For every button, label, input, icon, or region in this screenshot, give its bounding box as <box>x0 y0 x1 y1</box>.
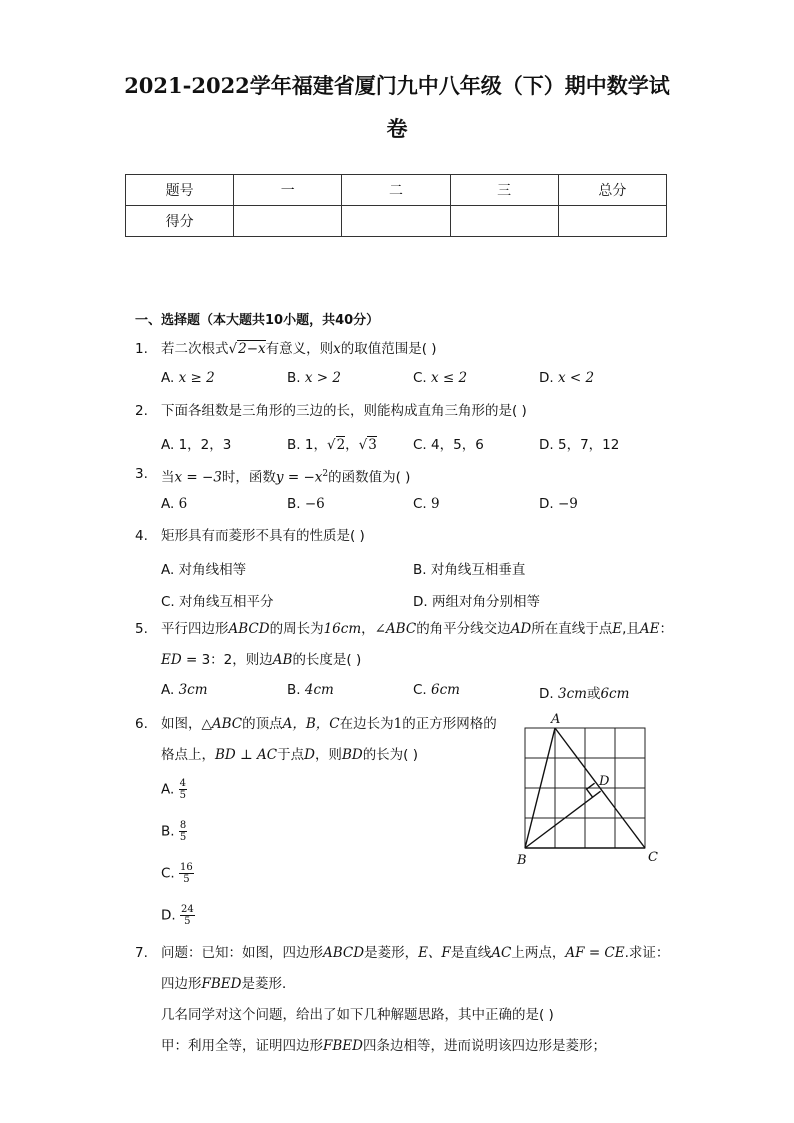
table-row <box>126 206 667 237</box>
question-text-continued <box>161 746 418 764</box>
radicand: 2 <box>336 437 346 453</box>
math-var: AE <box>639 621 660 637</box>
option-c[interactable] <box>413 682 460 698</box>
text-fragment: 是菱形． <box>241 976 296 992</box>
option-value: 1， <box>304 437 327 453</box>
option-a[interactable]: A. 对角线相等 <box>161 562 247 578</box>
option-value: 4cm <box>304 682 334 698</box>
option-d[interactable] <box>539 682 629 702</box>
math-var: D <box>304 747 315 763</box>
table-header-cell: 总分 <box>558 175 666 206</box>
option-label: A. <box>161 781 175 798</box>
math-var: E <box>612 621 623 637</box>
option-label: B. <box>287 370 301 386</box>
page-title: 2021-2022学年福建省厦门九中八年级（下）期中数学试 <box>124 73 670 98</box>
math-var: ABCD <box>228 621 270 637</box>
option-d[interactable] <box>539 496 578 512</box>
text-fragment: 上两点， <box>511 945 566 961</box>
table-cell <box>234 206 342 237</box>
math-var: AD <box>510 621 532 637</box>
option-a[interactable] <box>161 496 187 512</box>
option-a[interactable] <box>161 370 215 386</box>
math-var: E、F <box>418 945 451 961</box>
option-label: C. <box>413 682 427 698</box>
table-cell <box>450 206 558 237</box>
option-value: −6 <box>304 496 325 512</box>
option-value: 3cm <box>557 686 587 702</box>
option-d[interactable] <box>539 433 619 453</box>
label-a: A <box>551 712 561 727</box>
question-text-continued: 几名同学对这个问题，给出了如下几种解题思路，其中正确的是( ) <box>161 1007 554 1023</box>
text-fragment: ： <box>659 621 674 637</box>
text-fragment: 的正方形网格的 <box>402 716 497 732</box>
option-c[interactable]: C. 对角线互相平分 <box>161 594 274 610</box>
text-fragment: 的角平分线交边 <box>416 621 511 637</box>
question-text-continued <box>161 651 361 669</box>
label-c: C <box>648 850 658 865</box>
segment-bd <box>525 791 601 848</box>
option-label: B. <box>287 682 301 698</box>
option-label: A. <box>161 437 175 453</box>
right-angle-mark <box>587 783 595 797</box>
option-b[interactable]: B. 对角线互相垂直 <box>413 562 526 578</box>
denominator: 5 <box>183 874 190 885</box>
option-c[interactable] <box>413 370 467 386</box>
question-number: 4. <box>135 528 148 544</box>
question-number: 2. <box>135 403 148 419</box>
text-fragment: 当 <box>161 469 175 486</box>
question-number: 1. <box>135 341 148 357</box>
math-var: 1 <box>393 716 403 732</box>
text-fragment: 有意义，则 <box>265 341 334 357</box>
fraction <box>179 778 187 801</box>
text-fragment: 的周长为 <box>269 621 324 637</box>
text-fragment: 时，函数 <box>221 469 276 486</box>
text-fragment: 的顶点 <box>242 716 283 732</box>
question-text <box>161 620 673 638</box>
math-var: 16cm <box>323 621 362 637</box>
text-fragment: ，则 <box>314 747 342 763</box>
math-var: x <box>333 341 341 357</box>
question-number: 5. <box>135 621 148 637</box>
option-c[interactable] <box>413 496 440 512</box>
math-var: AB <box>272 652 293 668</box>
label-d: D <box>599 774 610 789</box>
fraction <box>179 820 187 843</box>
option-value: 6cm <box>431 682 460 698</box>
option-d[interactable] <box>539 370 594 386</box>
table-row <box>126 175 667 206</box>
text-fragment: ， <box>361 621 375 637</box>
math-var: FBED <box>323 1038 363 1054</box>
text-fragment: 格点上， <box>161 747 215 763</box>
question-text <box>161 465 410 487</box>
radicand: 3 <box>368 437 377 453</box>
option-label: D. <box>539 437 554 453</box>
option-value: x ≤ 2 <box>431 370 468 386</box>
math-var: FBED <box>201 976 242 992</box>
option-value: 9 <box>431 496 440 512</box>
option-label: C. <box>413 496 427 512</box>
option-a[interactable] <box>161 778 187 801</box>
table-cell: 得分 <box>126 206 234 237</box>
option-value: 5，7，12 <box>557 437 620 453</box>
text-fragment: 于点 <box>277 747 305 763</box>
text-fragment: 问题：已知：如图，四边形 <box>161 945 323 961</box>
option-label: D. <box>161 907 176 924</box>
math-var: △ABC <box>201 716 243 732</box>
math-expression: y = −x <box>275 469 323 486</box>
option-label: B. <box>287 437 301 453</box>
numerator: 4 <box>179 778 186 789</box>
option-label: B. <box>287 496 301 512</box>
section-heading: 一、选择题（本大题共10小题，共40分） <box>135 313 380 328</box>
option-label: D. <box>539 496 554 512</box>
option-b[interactable] <box>287 682 334 698</box>
text-fragment: 四边形 <box>161 976 202 992</box>
separator: ， <box>345 437 359 453</box>
label-b: B <box>517 853 527 868</box>
option-label: A. <box>161 370 175 386</box>
math-var: BD ⊥ AC <box>215 747 278 763</box>
page-title-continued: 卷 <box>386 116 408 141</box>
question-number: 7. <box>135 945 148 961</box>
text-fragment: 所在直线于点 <box>531 621 613 637</box>
denominator: 5 <box>179 790 186 801</box>
numerator: 16 <box>180 862 193 873</box>
math-var: AC <box>491 945 512 961</box>
option-value: 6cm <box>600 686 630 702</box>
table-header-cell: 二 <box>342 175 450 206</box>
text-fragment: 的取值范围是( ) <box>340 341 437 357</box>
fraction <box>179 862 194 885</box>
option-value: x > 2 <box>304 370 341 386</box>
text-fragment: 甲：利用全等，证明四边形 <box>161 1038 323 1054</box>
option-value: 4，5，6 <box>431 437 484 453</box>
option-b[interactable] <box>287 496 325 512</box>
option-label: D. <box>539 370 554 386</box>
numerator: 24 <box>180 904 194 915</box>
option-value: 或 <box>586 686 601 702</box>
table-cell <box>558 206 666 237</box>
table-cell <box>342 206 450 237</box>
text-fragment: 平行四边形 <box>161 621 229 637</box>
question-number: 6. <box>135 716 148 732</box>
math-expression: x = −3 <box>174 469 222 486</box>
option-b[interactable] <box>161 820 187 843</box>
question-text: 下面各组数是三角形的三边的长，则能构成直角三角形的是( ) <box>161 403 527 419</box>
text-fragment: 在边长为 <box>339 716 394 732</box>
math-var: ED <box>161 652 182 668</box>
question-text <box>161 944 669 962</box>
option-label: C. <box>413 437 427 453</box>
score-table <box>125 174 667 237</box>
math-var: ABCD <box>323 945 365 961</box>
question-text: 矩形具有而菱形不具有的性质是( ) <box>161 528 365 544</box>
option-value: x < 2 <box>557 370 595 386</box>
option-value: 6 <box>178 496 188 512</box>
denominator: 5 <box>184 916 191 927</box>
text-fragment: 如图， <box>161 716 202 732</box>
math-var: BD <box>341 747 363 763</box>
grid-triangle-figure <box>515 710 665 870</box>
text-fragment: 的函数值为( ) <box>328 469 411 486</box>
text-fragment: 四条边相等，进而说明该四边形是菱形； <box>362 1038 606 1054</box>
option-label: A. <box>161 682 175 698</box>
math-var: A，B，C <box>282 716 340 732</box>
text-fragment: 是菱形， <box>364 945 419 961</box>
option-b[interactable] <box>287 433 377 453</box>
table-header-cell: 题号 <box>126 175 234 206</box>
option-b[interactable] <box>287 370 341 386</box>
question-number: 3. <box>135 466 148 482</box>
option-d[interactable]: D. 两组对角分别相等 <box>413 594 540 610</box>
option-value: −9 <box>557 496 578 512</box>
option-label: C. <box>413 370 427 386</box>
math-var: ∠ABC <box>374 621 417 637</box>
question-text-continued <box>161 1037 606 1055</box>
option-label: D. <box>539 686 554 702</box>
option-a[interactable] <box>161 682 208 698</box>
square-grid <box>525 728 645 848</box>
denominator: 5 <box>179 832 187 843</box>
option-value: x ≥ 2 <box>178 370 215 386</box>
numerator: 8 <box>179 820 187 831</box>
text-fragment: 的长度是( ) <box>292 652 362 668</box>
option-value: 3cm <box>178 682 208 698</box>
radicand: 2−x <box>238 341 266 357</box>
math-var: AF = CE <box>565 945 625 961</box>
text-fragment: 的长为( ) <box>362 747 419 763</box>
option-label: B. <box>161 823 175 840</box>
sqrt-sign: √ <box>358 437 368 453</box>
option-a[interactable] <box>161 433 231 453</box>
text-fragment: = 3：2，则边 <box>181 652 273 668</box>
sqrt-sign: √ <box>326 437 336 453</box>
option-label: A. <box>161 496 175 512</box>
table-header-cell: 一 <box>234 175 342 206</box>
text-fragment: .求证： <box>624 945 670 961</box>
exponent: 2 <box>322 469 329 479</box>
table-header-cell: 三 <box>450 175 558 206</box>
option-label: C. <box>161 865 175 882</box>
text-fragment: 是直线 <box>450 945 492 961</box>
question-text-continued <box>161 975 295 993</box>
text-fragment: 若二次根式 <box>161 341 229 357</box>
fraction <box>180 904 195 927</box>
option-c[interactable] <box>413 433 484 453</box>
sqrt-sign: √ <box>228 341 238 357</box>
text-fragment: ,且 <box>622 621 640 637</box>
question-text <box>161 340 437 358</box>
option-c[interactable] <box>161 862 194 885</box>
option-d[interactable] <box>161 904 195 927</box>
question-text <box>161 715 497 733</box>
option-value: 1，2，3 <box>178 437 232 453</box>
